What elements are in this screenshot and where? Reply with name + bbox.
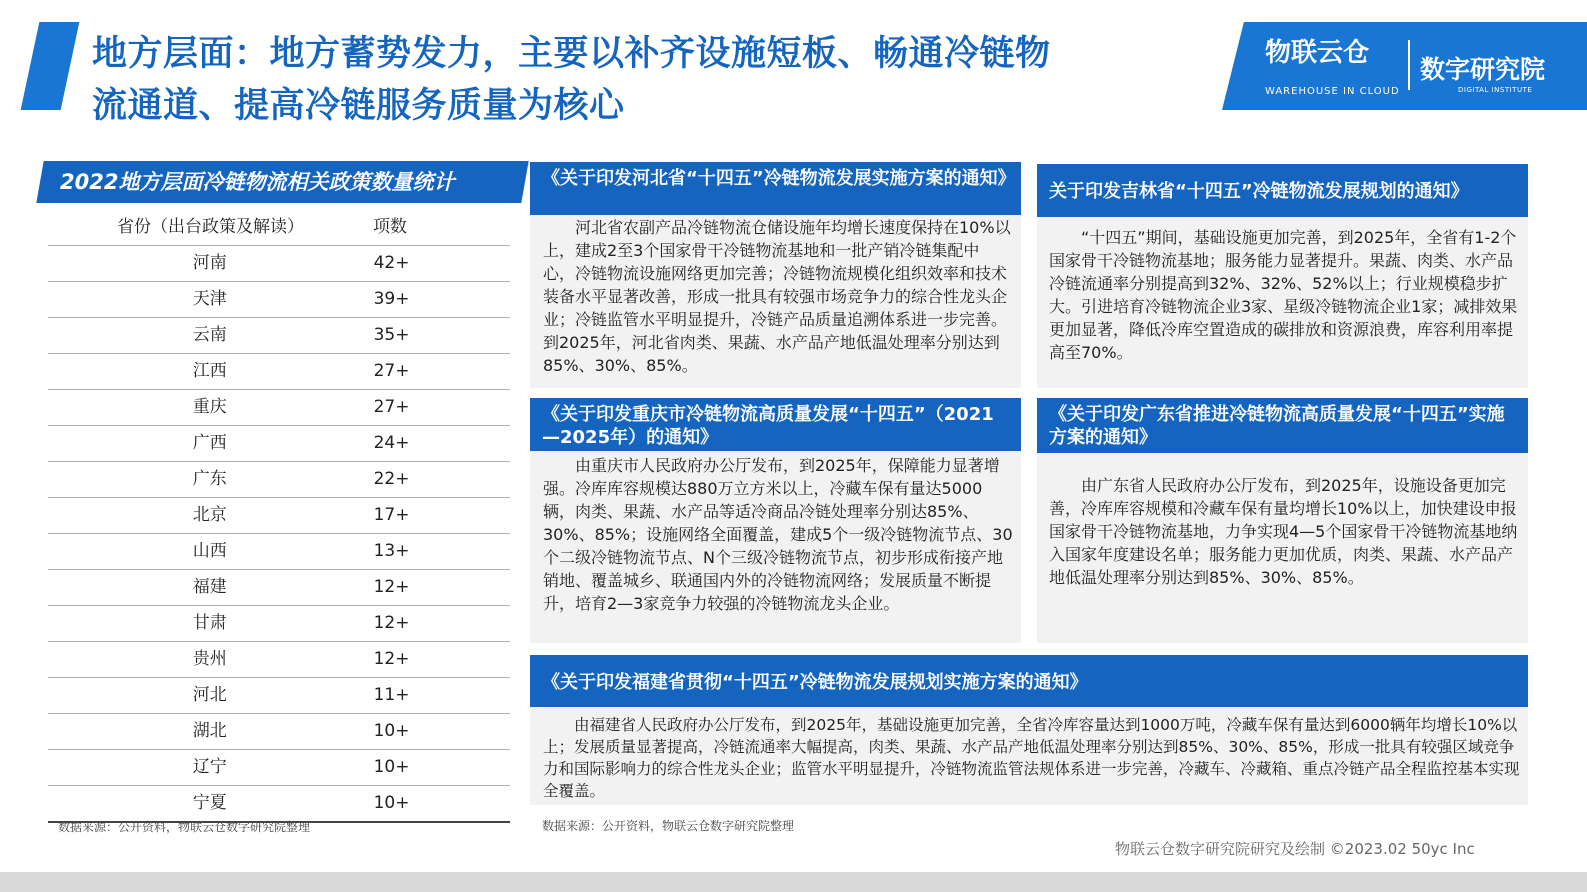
bottom-bar — [0, 872, 1587, 892]
table-row — [48, 498, 510, 534]
table-row — [48, 246, 510, 282]
province-cell: 湖北 — [192, 721, 227, 741]
card-jilin-body: “十四五”期间，基础设施更加完善，到2025年，全省有1-2个国家骨干冷链物流基地；服务能力显著提升。果蔬、肉类、水产品冷链流通率分别提高到32%、32%、52%以上；行业规模稳步扩大。引进培育冷链物流企业3家、星级冷链物流企业1家；减排效果更加显著，降低冷库空置造成的碳排放和资源浪费，库容利用率提高至70%。 — [1049, 228, 1518, 362]
table-row — [48, 354, 510, 390]
table-row — [48, 750, 510, 786]
page-title — [92, 28, 1192, 132]
count-cell: 27+ — [373, 397, 410, 417]
policy-count-table — [48, 210, 510, 823]
count-cell: 12+ — [373, 613, 410, 633]
count-cell: 10+ — [373, 721, 410, 741]
card-guangdong-body: 由广东省人民政府办公厅发布，到2025年，设施设备更加完善，冷库库容规模和冷藏车保有量均增长10%以上，加快建设申报国家骨干冷链物流基地，力争实现4—5个国家骨干冷链物流基地纳入国家年度建设名单；服务能力更加优质，肉类、果蔬、水产品产地低温处理率分别达到85%、30%、85%。 — [1049, 476, 1518, 587]
table-row — [48, 282, 510, 318]
count-cell: 10+ — [373, 757, 410, 777]
card-chongqing-body: 由重庆市人民政府办公厅发布，到2025年，保障能力显著增强。冷库库容规模达880万立方米以上，冷藏车保有量达5000辆，肉类、果蔬、水产品等适冷商品冷链处理率分别达85%、30%、85%；设施网络全面覆盖，建成5个一级冷链物流节点、30个二级冷链物流节点、N个三级冷链物流节点，初步形成衔接产地销地、覆盖城乡、联通国内外的冷链物流网络；发展质量不断提升，培育2—3家竞争力较强的冷链物流龙头企业。 — [543, 456, 1013, 613]
province-cell: 天津 — [192, 289, 227, 309]
table-title: 2022地方层面冷链物流相关政策数量统计 — [60, 170, 455, 194]
province-cell: 北京 — [192, 505, 227, 525]
table-row — [48, 390, 510, 426]
cards-source-note: 数据来源：公开资料，物联云仓数字研究院整理 — [542, 819, 795, 833]
count-cell: 27+ — [373, 361, 410, 381]
province-cell: 重庆 — [192, 397, 227, 417]
count-cell: 12+ — [373, 649, 410, 669]
footer-credit: 物联云仓数字研究院研究及绘制 ©2023.02 50yc Inc — [1115, 840, 1475, 858]
count-cell: 12+ — [373, 577, 410, 597]
count-cell: 35+ — [373, 325, 410, 345]
province-cell: 山西 — [192, 541, 227, 561]
count-cell: 42+ — [373, 253, 410, 273]
province-cell: 辽宁 — [192, 757, 227, 777]
province-cell: 宁夏 — [192, 793, 227, 813]
count-cell: 39+ — [373, 289, 410, 309]
title-accent-bar — [21, 22, 80, 110]
count-cell: 10+ — [373, 793, 410, 813]
province-cell: 福建 — [192, 577, 227, 597]
card-fujian-title: 《关于印发福建省贯彻“十四五”冷链物流发展规划实施方案的通知》 — [530, 655, 1528, 707]
table-row — [48, 714, 510, 750]
table-row — [48, 426, 510, 462]
province-cell: 甘肃 — [192, 613, 227, 633]
cloud-logo-text: 物联云仓 — [1265, 38, 1370, 68]
province-cell: 江西 — [192, 361, 227, 381]
count-cell: 17+ — [373, 505, 410, 525]
table-row — [48, 570, 510, 606]
column-header-province: 省份（出台政策及解读） — [117, 217, 304, 237]
province-cell: 广东 — [192, 469, 227, 489]
card-chongqing-title: 《关于印发重庆市冷链物流高质量发展“十四五”（2021—2025年）的通知》 — [530, 398, 1021, 451]
card-hebei-title: 《关于印发河北省“十四五”冷链物流发展实施方案的通知》 — [530, 162, 1021, 215]
count-cell: 11+ — [373, 685, 410, 705]
column-header-count: 项数 — [373, 217, 407, 237]
table-row — [48, 534, 510, 570]
count-cell: 24+ — [373, 433, 410, 453]
province-cell: 云南 — [192, 325, 227, 345]
table-source-note: 数据来源：公开资料，物联云仓数字研究院整理 — [58, 820, 311, 834]
table-body — [48, 246, 510, 823]
card-guangdong-title: 《关于印发广东省推进冷链物流高质量发展“十四五”实施方案的通知》 — [1037, 398, 1528, 453]
institute-logo-text: 数字研究院 — [1420, 55, 1546, 84]
table-row — [48, 606, 510, 642]
count-cell: 13+ — [373, 541, 410, 561]
table-row — [48, 678, 510, 714]
institute-logo-subtitle: DIGITAL INSTITUTE — [1458, 86, 1533, 94]
card-hebei-body: 河北省农副产品冷链物流仓储设施年均增长速度保持在10%以上，建成2至3个国家骨干冷链物流基地和一批产销冷链集配中心，冷链物流设施网络更加完善；冷链物流规模化组织效率和技术装备水平显著改善，形成一批具有较强市场竞争力的综合性龙头企业；冷链监管水平明显提升，冷链产品质量追溯体系进一步完善。到2025年，河北省肉类、果蔬、水产品产地低温处理率分别达到85%、30%、85%。 — [543, 218, 1011, 375]
cloud-logo-subtitle: WAREHOUSE IN CLOUD — [1265, 86, 1400, 97]
table-row — [48, 642, 510, 678]
count-cell: 22+ — [373, 469, 410, 489]
table-row — [48, 462, 510, 498]
province-cell: 贵州 — [192, 649, 227, 669]
page-title-line1: 地方层面：地方蓄势发力，主要以补齐设施短板、畅通冷链物 — [92, 34, 1051, 74]
card-fujian-body: 由福建省人民政府办公厅发布，到2025年，基础设施更加完善，全省冷库容量达到1000万吨，冷藏车保有量达到6000辆年均增长10%以上；发展质量显著提高，冷链流通率大幅提高，肉类、果蔬、水产品产地低温处理率分别达到85%、30%、85%，形成一批具有较强区域竞争力和国际影响力的综合性龙头企业；监管水平明显提升，冷链物流监管法规体系进一步完善，冷藏车、冷藏箱、重点冷链产品全程监控基本实现全覆盖。 — [543, 716, 1520, 800]
card-jilin-title: 关于印发吉林省“十四五”冷链物流发展规划的通知》 — [1037, 164, 1528, 217]
province-cell: 河南 — [192, 253, 227, 273]
table-header-row — [48, 210, 510, 246]
logo-separator — [1408, 40, 1410, 90]
province-cell: 广西 — [192, 433, 227, 453]
table-row — [48, 318, 510, 354]
province-cell: 河北 — [192, 685, 227, 705]
page-title-line2: 流通道、提高冷链服务质量为核心 — [92, 86, 625, 126]
